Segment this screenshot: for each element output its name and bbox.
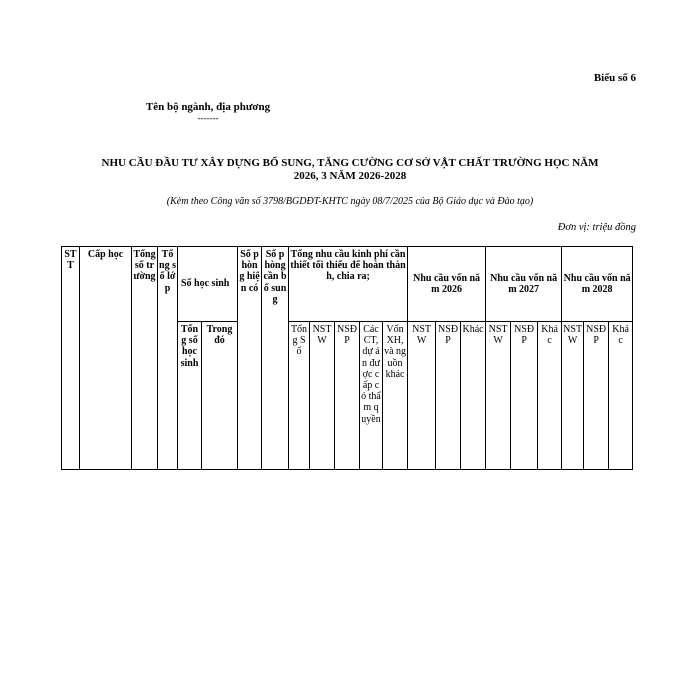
- header-so-phong-can-bo-sung: Số phòng cần bổ sung: [262, 247, 289, 470]
- header-tong-so-lop: Tổng số lớp: [158, 247, 178, 470]
- header-2028-khac: Khác: [609, 322, 633, 470]
- header-2027-nstw: NSTW: [486, 322, 511, 470]
- header-trong-do: Trong đó: [202, 322, 238, 470]
- header-2026-nstw: NSTW: [408, 322, 436, 470]
- header-total-nstw: NSTW: [310, 322, 335, 470]
- header-2027-khac: Khác: [538, 322, 562, 470]
- title-line-1: NHU CẦU ĐẦU TƯ XÂY DỰNG BỔ SUNG, TĂNG CƯỜNG CƠ SỞ VẬT CHẤT TRƯỜNG HỌC NĂM: [101, 157, 599, 169]
- form-code: Biểu số 6: [593, 72, 636, 84]
- document-title: [60, 157, 640, 183]
- header-nhu-cau-2026: Nhu cầu vốn năm 2026: [408, 247, 486, 322]
- header-tong-so-hoc-sinh: Tổng số học sinh: [178, 322, 202, 470]
- header-2026-nsdp: NSĐP: [436, 322, 461, 470]
- header-tong-so-truong: Tổng số trường: [132, 247, 158, 470]
- header-2026-khac: Khác: [461, 322, 486, 470]
- header-tong-so: Tổng Số: [289, 322, 310, 470]
- ministry-label: Tên bộ ngành, địa phương: [145, 101, 271, 113]
- header-stt: STT: [62, 247, 80, 470]
- investment-needs-table: [61, 246, 657, 470]
- ministry-heading: [143, 101, 273, 123]
- header-nhu-cau-2027: Nhu cầu vốn năm 2027: [486, 247, 562, 322]
- header-cac-ct-du-an: Các CT, dự án được cấp có thẩm quyền: [360, 322, 383, 470]
- document-subtitle: (Kèm theo Công văn số 3798/BGDĐT-KHTC ngày 08/7/2025 của Bộ Giáo dục và Đào tạo): [166, 196, 534, 207]
- header-nhu-cau-2028: Nhu cầu vốn năm 2028: [562, 247, 633, 322]
- ministry-underline: -------: [197, 113, 219, 124]
- header-2028-nstw: NSTW: [562, 322, 584, 470]
- header-von-xh: Vốn XH, và nguồn khác: [383, 322, 408, 470]
- title-line-2: 2026, 3 NĂM 2026-2028: [293, 169, 407, 182]
- currency-unit: Đơn vị: triệu đồng: [557, 222, 636, 233]
- header-cap-hoc: Cấp học: [80, 247, 132, 470]
- header-so-hoc-sinh: Số học sinh: [178, 247, 238, 322]
- header-so-phong-hien-co: Số phòng hiện có: [238, 247, 262, 470]
- header-row-1: [62, 247, 657, 322]
- header-total-nsdp: NSĐP: [335, 322, 360, 470]
- header-tong-nhu-cau-kinh-phi: Tổng nhu cầu kinh phí cần thiết tối thiểu để hoàn thành, chia ra;: [289, 247, 408, 322]
- header-2027-nsdp: NSĐP: [511, 322, 538, 470]
- header-2028-nsdp: NSĐP: [584, 322, 609, 470]
